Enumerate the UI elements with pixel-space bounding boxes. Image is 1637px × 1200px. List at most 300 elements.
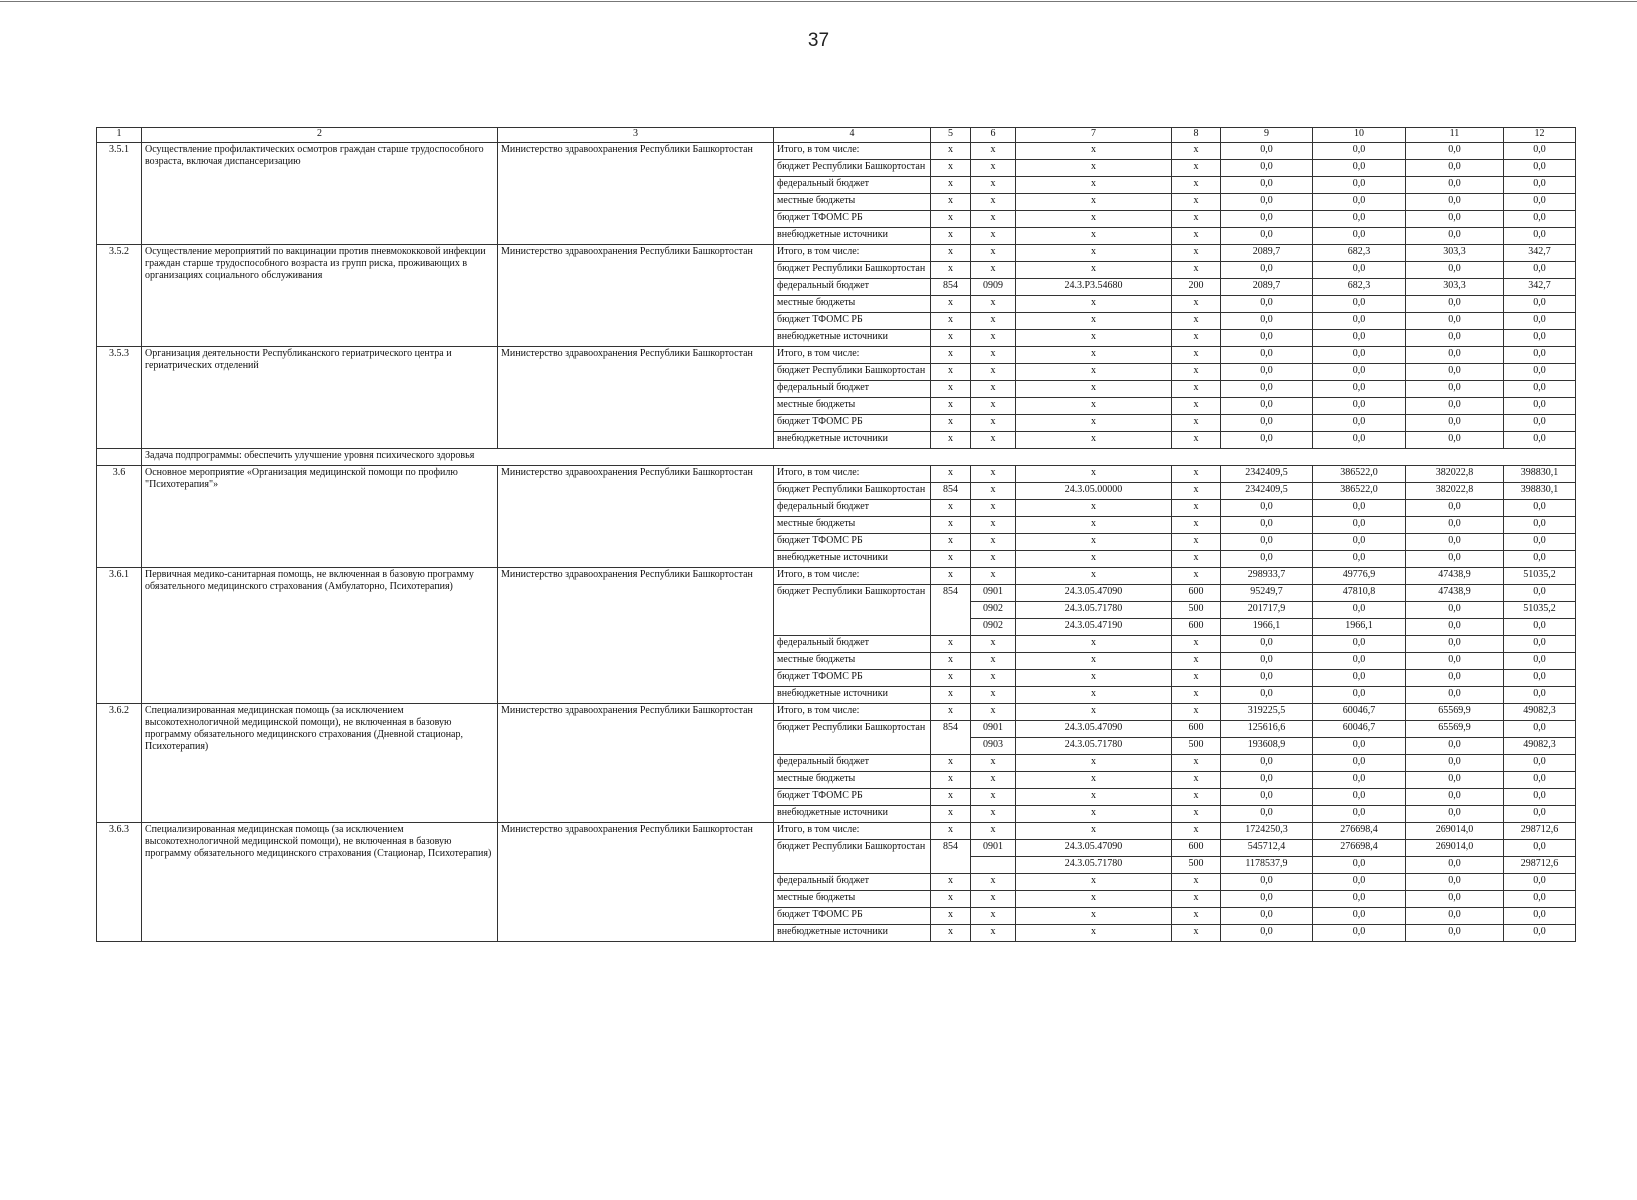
amount-cell: 51035,2	[1504, 568, 1576, 585]
code-grbs: х	[931, 381, 971, 398]
item-name: Специализированная медицинская помощь (за исключением высокотехнологичной медицинской помощи), не включенная в базовую программу обязательного медицинского страхования (Дневной стационар, Психотерапия)	[142, 704, 498, 823]
code-section: х	[971, 245, 1016, 262]
code-grbs: х	[931, 568, 971, 585]
code-expense-type: х	[1172, 517, 1221, 534]
code-section: 0901	[971, 585, 1016, 602]
amount-cell: 398830,1	[1504, 483, 1576, 500]
table-row	[97, 823, 1576, 840]
code-grbs: х	[931, 772, 971, 789]
amount-cell: 0,0	[1406, 908, 1504, 925]
amount-cell: 0,0	[1504, 755, 1576, 772]
code-target-article: х	[1016, 653, 1172, 670]
amount-cell: 49082,3	[1504, 738, 1576, 755]
amount-cell: 398830,1	[1504, 466, 1576, 483]
amount-cell: 0,0	[1406, 330, 1504, 347]
funding-source: федеральный бюджет	[774, 755, 931, 772]
code-expense-type: 600	[1172, 619, 1221, 636]
amount-cell: 0,0	[1221, 500, 1313, 517]
item-number: 3.5.2	[97, 245, 142, 347]
amount-cell: 0,0	[1504, 262, 1576, 279]
amount-cell: 0,0	[1504, 619, 1576, 636]
responsible-executor: Министерство здравоохранения Республики Башкортостан	[498, 466, 774, 568]
item-number: 3.6.3	[97, 823, 142, 942]
amount-cell: 2342409,5	[1221, 483, 1313, 500]
amount-cell: 0,0	[1504, 534, 1576, 551]
amount-cell: 0,0	[1504, 908, 1576, 925]
amount-cell: 0,0	[1504, 585, 1576, 602]
amount-cell: 0,0	[1406, 857, 1504, 874]
amount-cell: 0,0	[1504, 551, 1576, 568]
amount-cell: 0,0	[1221, 160, 1313, 177]
code-target-article: х	[1016, 534, 1172, 551]
amount-cell: 0,0	[1406, 500, 1504, 517]
amount-cell: 0,0	[1313, 398, 1406, 415]
amount-cell: 0,0	[1221, 194, 1313, 211]
code-section: х	[971, 364, 1016, 381]
code-target-article: х	[1016, 874, 1172, 891]
column-number: 3	[498, 128, 774, 143]
amount-cell: 0,0	[1221, 211, 1313, 228]
amount-cell: 0,0	[1313, 772, 1406, 789]
amount-cell: 0,0	[1313, 738, 1406, 755]
amount-cell: 545712,4	[1221, 840, 1313, 857]
responsible-executor: Министерство здравоохранения Республики Башкортостан	[498, 245, 774, 347]
amount-cell: 0,0	[1221, 228, 1313, 245]
code-expense-type: х	[1172, 160, 1221, 177]
amount-cell: 382022,8	[1406, 466, 1504, 483]
amount-cell: 0,0	[1406, 551, 1504, 568]
task-number-cell	[97, 449, 142, 466]
code-target-article: х	[1016, 670, 1172, 687]
code-grbs: х	[931, 466, 971, 483]
amount-cell: 0,0	[1504, 806, 1576, 823]
amount-cell: 0,0	[1313, 415, 1406, 432]
amount-cell: 319225,5	[1221, 704, 1313, 721]
funding-source: Итого, в том числе:	[774, 568, 931, 585]
amount-cell: 0,0	[1504, 381, 1576, 398]
column-number: 10	[1313, 128, 1406, 143]
code-target-article: х	[1016, 177, 1172, 194]
amount-cell: 0,0	[1504, 874, 1576, 891]
column-number: 5	[931, 128, 971, 143]
funding-source: бюджет Республики Башкортостан	[774, 483, 931, 500]
amount-cell: 0,0	[1504, 925, 1576, 942]
code-expense-type: х	[1172, 177, 1221, 194]
code-target-article: х	[1016, 381, 1172, 398]
code-grbs: х	[931, 398, 971, 415]
code-target-article: х	[1016, 551, 1172, 568]
amount-cell: 0,0	[1313, 432, 1406, 449]
code-target-article: 24.3.Р3.54680	[1016, 279, 1172, 296]
code-target-article: х	[1016, 806, 1172, 823]
amount-cell: 0,0	[1504, 364, 1576, 381]
funding-source: бюджет Республики Башкортостан	[774, 160, 931, 177]
code-expense-type: х	[1172, 398, 1221, 415]
column-number: 6	[971, 128, 1016, 143]
amount-cell: 0,0	[1504, 347, 1576, 364]
amount-cell: 0,0	[1313, 211, 1406, 228]
code-grbs: х	[931, 415, 971, 432]
amount-cell: 47810,8	[1313, 585, 1406, 602]
code-expense-type: х	[1172, 296, 1221, 313]
amount-cell: 0,0	[1406, 772, 1504, 789]
code-target-article: х	[1016, 330, 1172, 347]
code-grbs: х	[931, 347, 971, 364]
amount-cell: 303,3	[1406, 279, 1504, 296]
amount-cell: 0,0	[1313, 296, 1406, 313]
code-section: х	[971, 925, 1016, 942]
code-grbs: х	[931, 636, 971, 653]
funding-source: бюджет ТФОМС РБ	[774, 908, 931, 925]
code-grbs: 854	[931, 483, 971, 500]
item-number: 3.6.2	[97, 704, 142, 823]
code-section: х	[971, 500, 1016, 517]
code-expense-type: х	[1172, 364, 1221, 381]
code-target-article: х	[1016, 704, 1172, 721]
code-section: х	[971, 228, 1016, 245]
amount-cell: 1724250,3	[1221, 823, 1313, 840]
amount-cell: 51035,2	[1504, 602, 1576, 619]
amount-cell: 298712,6	[1504, 823, 1576, 840]
funding-source: бюджет ТФОМС РБ	[774, 670, 931, 687]
code-expense-type: х	[1172, 789, 1221, 806]
funding-source: внебюджетные источники	[774, 687, 931, 704]
code-expense-type: х	[1172, 381, 1221, 398]
code-expense-type: х	[1172, 347, 1221, 364]
amount-cell: 2089,7	[1221, 279, 1313, 296]
code-section: х	[971, 347, 1016, 364]
amount-cell: 386522,0	[1313, 466, 1406, 483]
task-row	[97, 449, 1576, 466]
amount-cell: 0,0	[1504, 840, 1576, 857]
code-expense-type: х	[1172, 551, 1221, 568]
funding-source: бюджет Республики Башкортостан	[774, 262, 931, 279]
amount-cell: 0,0	[1406, 313, 1504, 330]
code-section: х	[971, 398, 1016, 415]
code-section: 0901	[971, 840, 1016, 857]
amount-cell: 0,0	[1221, 789, 1313, 806]
code-expense-type: 600	[1172, 585, 1221, 602]
amount-cell: 0,0	[1221, 381, 1313, 398]
amount-cell: 0,0	[1313, 891, 1406, 908]
code-section: х	[971, 908, 1016, 925]
amount-cell: 0,0	[1221, 143, 1313, 160]
funding-source: федеральный бюджет	[774, 279, 931, 296]
code-section: 0902	[971, 602, 1016, 619]
code-section: х	[971, 568, 1016, 585]
code-grbs: х	[931, 245, 971, 262]
budget-table	[96, 127, 1576, 942]
amount-cell: 0,0	[1406, 228, 1504, 245]
amount-cell: 0,0	[1221, 262, 1313, 279]
amount-cell: 0,0	[1406, 296, 1504, 313]
amount-cell: 0,0	[1221, 755, 1313, 772]
funding-source: федеральный бюджет	[774, 177, 931, 194]
funding-source: Итого, в том числе:	[774, 143, 931, 160]
code-grbs: х	[931, 262, 971, 279]
funding-source: внебюджетные источники	[774, 432, 931, 449]
amount-cell: 0,0	[1406, 602, 1504, 619]
amount-cell: 0,0	[1406, 364, 1504, 381]
code-grbs: х	[931, 670, 971, 687]
code-target-article: х	[1016, 313, 1172, 330]
item-name: Организация деятельности Республиканского гериатрического центра и гериатрических отделений	[142, 347, 498, 449]
code-grbs: х	[931, 789, 971, 806]
code-target-article: х	[1016, 143, 1172, 160]
page-number: 37	[807, 30, 830, 51]
table-row	[97, 143, 1576, 160]
code-grbs: х	[931, 517, 971, 534]
amount-cell: 0,0	[1221, 551, 1313, 568]
funding-source: федеральный бюджет	[774, 500, 931, 517]
column-number: 11	[1406, 128, 1504, 143]
code-section: х	[971, 874, 1016, 891]
table-row	[97, 466, 1576, 483]
amount-cell: 0,0	[1504, 517, 1576, 534]
code-grbs: х	[931, 228, 971, 245]
amount-cell: 1966,1	[1313, 619, 1406, 636]
code-expense-type: х	[1172, 891, 1221, 908]
amount-cell: 682,3	[1313, 279, 1406, 296]
code-grbs: х	[931, 211, 971, 228]
code-target-article: х	[1016, 466, 1172, 483]
code-expense-type: х	[1172, 772, 1221, 789]
code-expense-type: 600	[1172, 721, 1221, 738]
code-section: х	[971, 534, 1016, 551]
amount-cell: 0,0	[1313, 806, 1406, 823]
amount-cell: 0,0	[1221, 874, 1313, 891]
column-number: 1	[97, 128, 142, 143]
code-expense-type: х	[1172, 432, 1221, 449]
amount-cell: 0,0	[1313, 670, 1406, 687]
code-grbs: х	[931, 806, 971, 823]
amount-cell: 49776,9	[1313, 568, 1406, 585]
code-expense-type: х	[1172, 653, 1221, 670]
responsible-executor: Министерство здравоохранения Республики Башкортостан	[498, 143, 774, 245]
amount-cell: 0,0	[1313, 602, 1406, 619]
item-name: Первичная медико-санитарная помощь, не включенная в базовую программу обязательного медицинского страхования (Амбулаторно, Психотерапия)	[142, 568, 498, 704]
amount-cell: 0,0	[1221, 415, 1313, 432]
amount-cell: 0,0	[1221, 432, 1313, 449]
amount-cell: 0,0	[1221, 398, 1313, 415]
funding-source: бюджет ТФОМС РБ	[774, 313, 931, 330]
amount-cell: 0,0	[1406, 619, 1504, 636]
code-grbs: 854	[931, 721, 971, 755]
funding-source: местные бюджеты	[774, 194, 931, 211]
code-expense-type: 200	[1172, 279, 1221, 296]
responsible-executor: Министерство здравоохранения Республики Башкортостан	[498, 568, 774, 704]
amount-cell: 0,0	[1313, 687, 1406, 704]
amount-cell: 0,0	[1406, 398, 1504, 415]
funding-source: бюджет Республики Башкортостан	[774, 585, 931, 636]
amount-cell: 0,0	[1313, 381, 1406, 398]
funding-source: внебюджетные источники	[774, 551, 931, 568]
code-section: х	[971, 211, 1016, 228]
amount-cell: 0,0	[1406, 789, 1504, 806]
amount-cell: 0,0	[1504, 160, 1576, 177]
code-expense-type: х	[1172, 636, 1221, 653]
amount-cell: 0,0	[1406, 925, 1504, 942]
amount-cell: 60046,7	[1313, 704, 1406, 721]
code-section: 0902	[971, 619, 1016, 636]
code-target-article: 24.3.05.47090	[1016, 840, 1172, 857]
amount-cell: 0,0	[1406, 347, 1504, 364]
amount-cell: 125616,6	[1221, 721, 1313, 738]
code-grbs: х	[931, 551, 971, 568]
code-section: х	[971, 177, 1016, 194]
amount-cell: 303,3	[1406, 245, 1504, 262]
item-number: 3.5.1	[97, 143, 142, 245]
table-row	[97, 245, 1576, 262]
amount-cell: 0,0	[1504, 398, 1576, 415]
code-target-article: х	[1016, 211, 1172, 228]
code-target-article: х	[1016, 194, 1172, 211]
amount-cell: 0,0	[1313, 789, 1406, 806]
code-target-article: 24.3.05.47090	[1016, 585, 1172, 602]
code-target-article: х	[1016, 432, 1172, 449]
code-target-article: х	[1016, 160, 1172, 177]
code-expense-type: х	[1172, 755, 1221, 772]
column-number: 9	[1221, 128, 1313, 143]
code-grbs: х	[931, 534, 971, 551]
funding-source: местные бюджеты	[774, 772, 931, 789]
code-grbs: х	[931, 160, 971, 177]
amount-cell: 0,0	[1313, 534, 1406, 551]
amount-cell: 0,0	[1221, 687, 1313, 704]
code-expense-type: х	[1172, 806, 1221, 823]
column-number: 8	[1172, 128, 1221, 143]
amount-cell: 0,0	[1313, 551, 1406, 568]
task-text: Задача подпрограммы: обеспечить улучшение уровня психического здоровья	[142, 449, 1576, 466]
amount-cell: 0,0	[1313, 908, 1406, 925]
amount-cell: 0,0	[1221, 347, 1313, 364]
code-grbs: х	[931, 908, 971, 925]
amount-cell: 342,7	[1504, 279, 1576, 296]
code-section: х	[971, 517, 1016, 534]
code-expense-type: х	[1172, 534, 1221, 551]
code-expense-type: х	[1172, 245, 1221, 262]
item-number: 3.5.3	[97, 347, 142, 449]
amount-cell: 298712,6	[1504, 857, 1576, 874]
code-grbs: х	[931, 500, 971, 517]
code-section: х	[971, 262, 1016, 279]
code-grbs: х	[931, 704, 971, 721]
amount-cell: 0,0	[1313, 755, 1406, 772]
amount-cell: 0,0	[1504, 177, 1576, 194]
funding-source: внебюджетные источники	[774, 228, 931, 245]
funding-source: бюджет ТФОМС РБ	[774, 534, 931, 551]
code-section: х	[971, 687, 1016, 704]
amount-cell: 60046,7	[1313, 721, 1406, 738]
code-section: 0903	[971, 738, 1016, 755]
code-expense-type: х	[1172, 687, 1221, 704]
amount-cell: 0,0	[1504, 789, 1576, 806]
funding-source: Итого, в том числе:	[774, 347, 931, 364]
amount-cell: 0,0	[1221, 534, 1313, 551]
amount-cell: 0,0	[1221, 313, 1313, 330]
amount-cell: 0,0	[1221, 517, 1313, 534]
amount-cell: 0,0	[1313, 313, 1406, 330]
code-expense-type: х	[1172, 874, 1221, 891]
code-section: х	[971, 194, 1016, 211]
amount-cell: 0,0	[1221, 364, 1313, 381]
amount-cell: 65569,9	[1406, 721, 1504, 738]
funding-source: федеральный бюджет	[774, 636, 931, 653]
funding-source: внебюджетные источники	[774, 925, 931, 942]
amount-cell: 0,0	[1406, 160, 1504, 177]
funding-source: местные бюджеты	[774, 891, 931, 908]
code-expense-type: 500	[1172, 857, 1221, 874]
amount-cell: 0,0	[1504, 313, 1576, 330]
funding-source: местные бюджеты	[774, 517, 931, 534]
code-expense-type: х	[1172, 908, 1221, 925]
funding-source: местные бюджеты	[774, 296, 931, 313]
amount-cell: 0,0	[1406, 653, 1504, 670]
code-section: х	[971, 483, 1016, 500]
amount-cell: 0,0	[1406, 806, 1504, 823]
amount-cell: 201717,9	[1221, 602, 1313, 619]
code-grbs: х	[931, 755, 971, 772]
code-grbs: х	[931, 874, 971, 891]
code-target-article: х	[1016, 636, 1172, 653]
code-grbs: х	[931, 925, 971, 942]
amount-cell: 2342409,5	[1221, 466, 1313, 483]
code-section: х	[971, 313, 1016, 330]
amount-cell: 0,0	[1406, 194, 1504, 211]
amount-cell: 0,0	[1504, 891, 1576, 908]
code-grbs: х	[931, 330, 971, 347]
code-target-article: х	[1016, 398, 1172, 415]
amount-cell: 269014,0	[1406, 840, 1504, 857]
code-target-article: х	[1016, 789, 1172, 806]
amount-cell: 0,0	[1221, 296, 1313, 313]
amount-cell: 0,0	[1406, 143, 1504, 160]
amount-cell: 0,0	[1504, 670, 1576, 687]
amount-cell: 0,0	[1406, 687, 1504, 704]
responsible-executor: Министерство здравоохранения Республики Башкортостан	[498, 704, 774, 823]
amount-cell: 382022,8	[1406, 483, 1504, 500]
code-target-article: 24.3.05.71780	[1016, 738, 1172, 755]
code-grbs: 854	[931, 840, 971, 874]
code-target-article: х	[1016, 415, 1172, 432]
amount-cell: 0,0	[1313, 500, 1406, 517]
code-expense-type: х	[1172, 262, 1221, 279]
code-grbs: х	[931, 296, 971, 313]
amount-cell: 0,0	[1313, 517, 1406, 534]
amount-cell: 0,0	[1504, 330, 1576, 347]
table-row	[97, 347, 1576, 364]
amount-cell: 0,0	[1221, 806, 1313, 823]
amount-cell: 0,0	[1504, 194, 1576, 211]
code-expense-type: х	[1172, 143, 1221, 160]
code-target-article: х	[1016, 228, 1172, 245]
code-target-article: х	[1016, 823, 1172, 840]
code-expense-type: х	[1172, 415, 1221, 432]
amount-cell: 0,0	[1406, 262, 1504, 279]
item-number: 3.6	[97, 466, 142, 568]
funding-source: бюджет Республики Башкортостан	[774, 364, 931, 381]
code-section: х	[971, 296, 1016, 313]
amount-cell: 0,0	[1313, 347, 1406, 364]
code-section: х	[971, 160, 1016, 177]
amount-cell: 0,0	[1313, 160, 1406, 177]
item-number: 3.6.1	[97, 568, 142, 704]
code-section: х	[971, 823, 1016, 840]
code-expense-type: 500	[1172, 602, 1221, 619]
amount-cell: 386522,0	[1313, 483, 1406, 500]
amount-cell: 0,0	[1221, 925, 1313, 942]
amount-cell: 0,0	[1504, 228, 1576, 245]
